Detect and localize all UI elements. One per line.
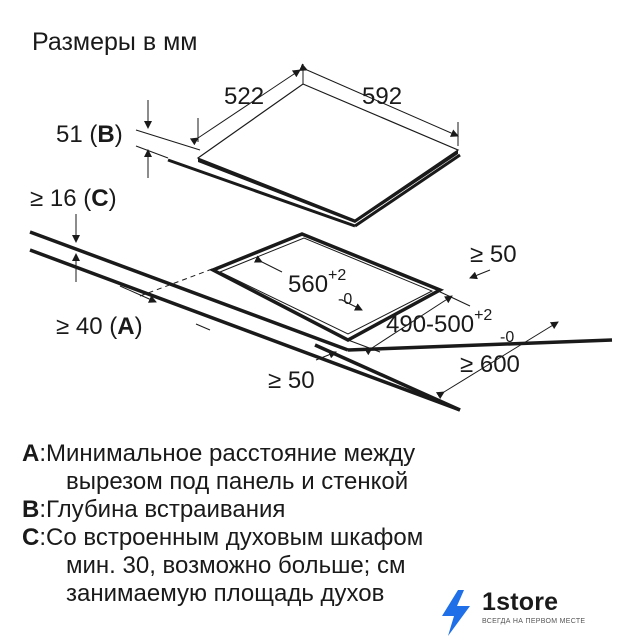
label-600: ≥ 600 [460,351,520,378]
dimension-thickness-b [56,100,200,178]
svg-text:51 (B): 51 (B) [56,121,123,148]
lightning-bolt-icon [436,588,476,638]
legend-key-c: C [22,524,40,551]
brand-watermark [434,586,640,640]
legend-text-b-1: Глубина встраивания [46,496,286,523]
legend-text-c-2: мин. 30, возможно больше; см [66,552,406,579]
diagram-title: Размеры в мм [32,28,198,56]
cooktop-slab [168,84,460,226]
label-490-tol-minus: -0 [500,329,515,346]
svg-text:490-500+2 [386,307,492,338]
legend-text-a-2: вырезом под панель и стенкой [66,468,409,495]
legend-item-a: A : Минимальное расстояние между [22,440,416,467]
dimension-clearance-a [56,286,210,340]
label-40: ≥ 40 [56,313,103,340]
legend-key-a: A [22,440,40,467]
label-a-key: A [117,313,135,340]
legend-text-a-1: Минимальное расстояние между [46,440,416,467]
brand-tagline: ВСЕГДА НА ПЕРВОМ МЕСТЕ [482,618,586,625]
legend-text-c-1: Со встроенным духовым шкафом [46,524,424,551]
svg-text:≥ 40 (A): ≥ 40 (A) [56,313,143,340]
label-490-500: 490-500 [386,311,475,338]
label-51: 51 [56,121,83,148]
label-560-tol-plus: +2 [328,267,347,284]
legend [22,440,582,608]
label-b-key: B [97,121,115,148]
legend-key-b: B [22,496,40,523]
label-c-key: C [91,185,109,212]
label-592: 592 [362,83,403,110]
dimension-rear-clearance [470,241,517,278]
svg-text:≥ 16 (C): ≥ 16 (C) [30,185,117,212]
label-560: 560 [288,271,329,298]
label-rear-50: ≥ 50 [470,241,517,268]
legend-item-b: B : Глубина встраивания [22,496,286,523]
brand-name: 1store [482,588,559,616]
label-560-tol-minus: -0 [338,291,353,308]
label-16: ≥ 16 [30,185,77,212]
legend-item-c: C : Со встроенным духовым шкафом [22,524,424,551]
legend-text-c-3: занимаемую площадь духов [66,580,385,607]
label-490-tol-plus: +2 [474,307,493,324]
label-front-50: ≥ 50 [268,367,315,394]
label-522: 522 [224,83,265,110]
